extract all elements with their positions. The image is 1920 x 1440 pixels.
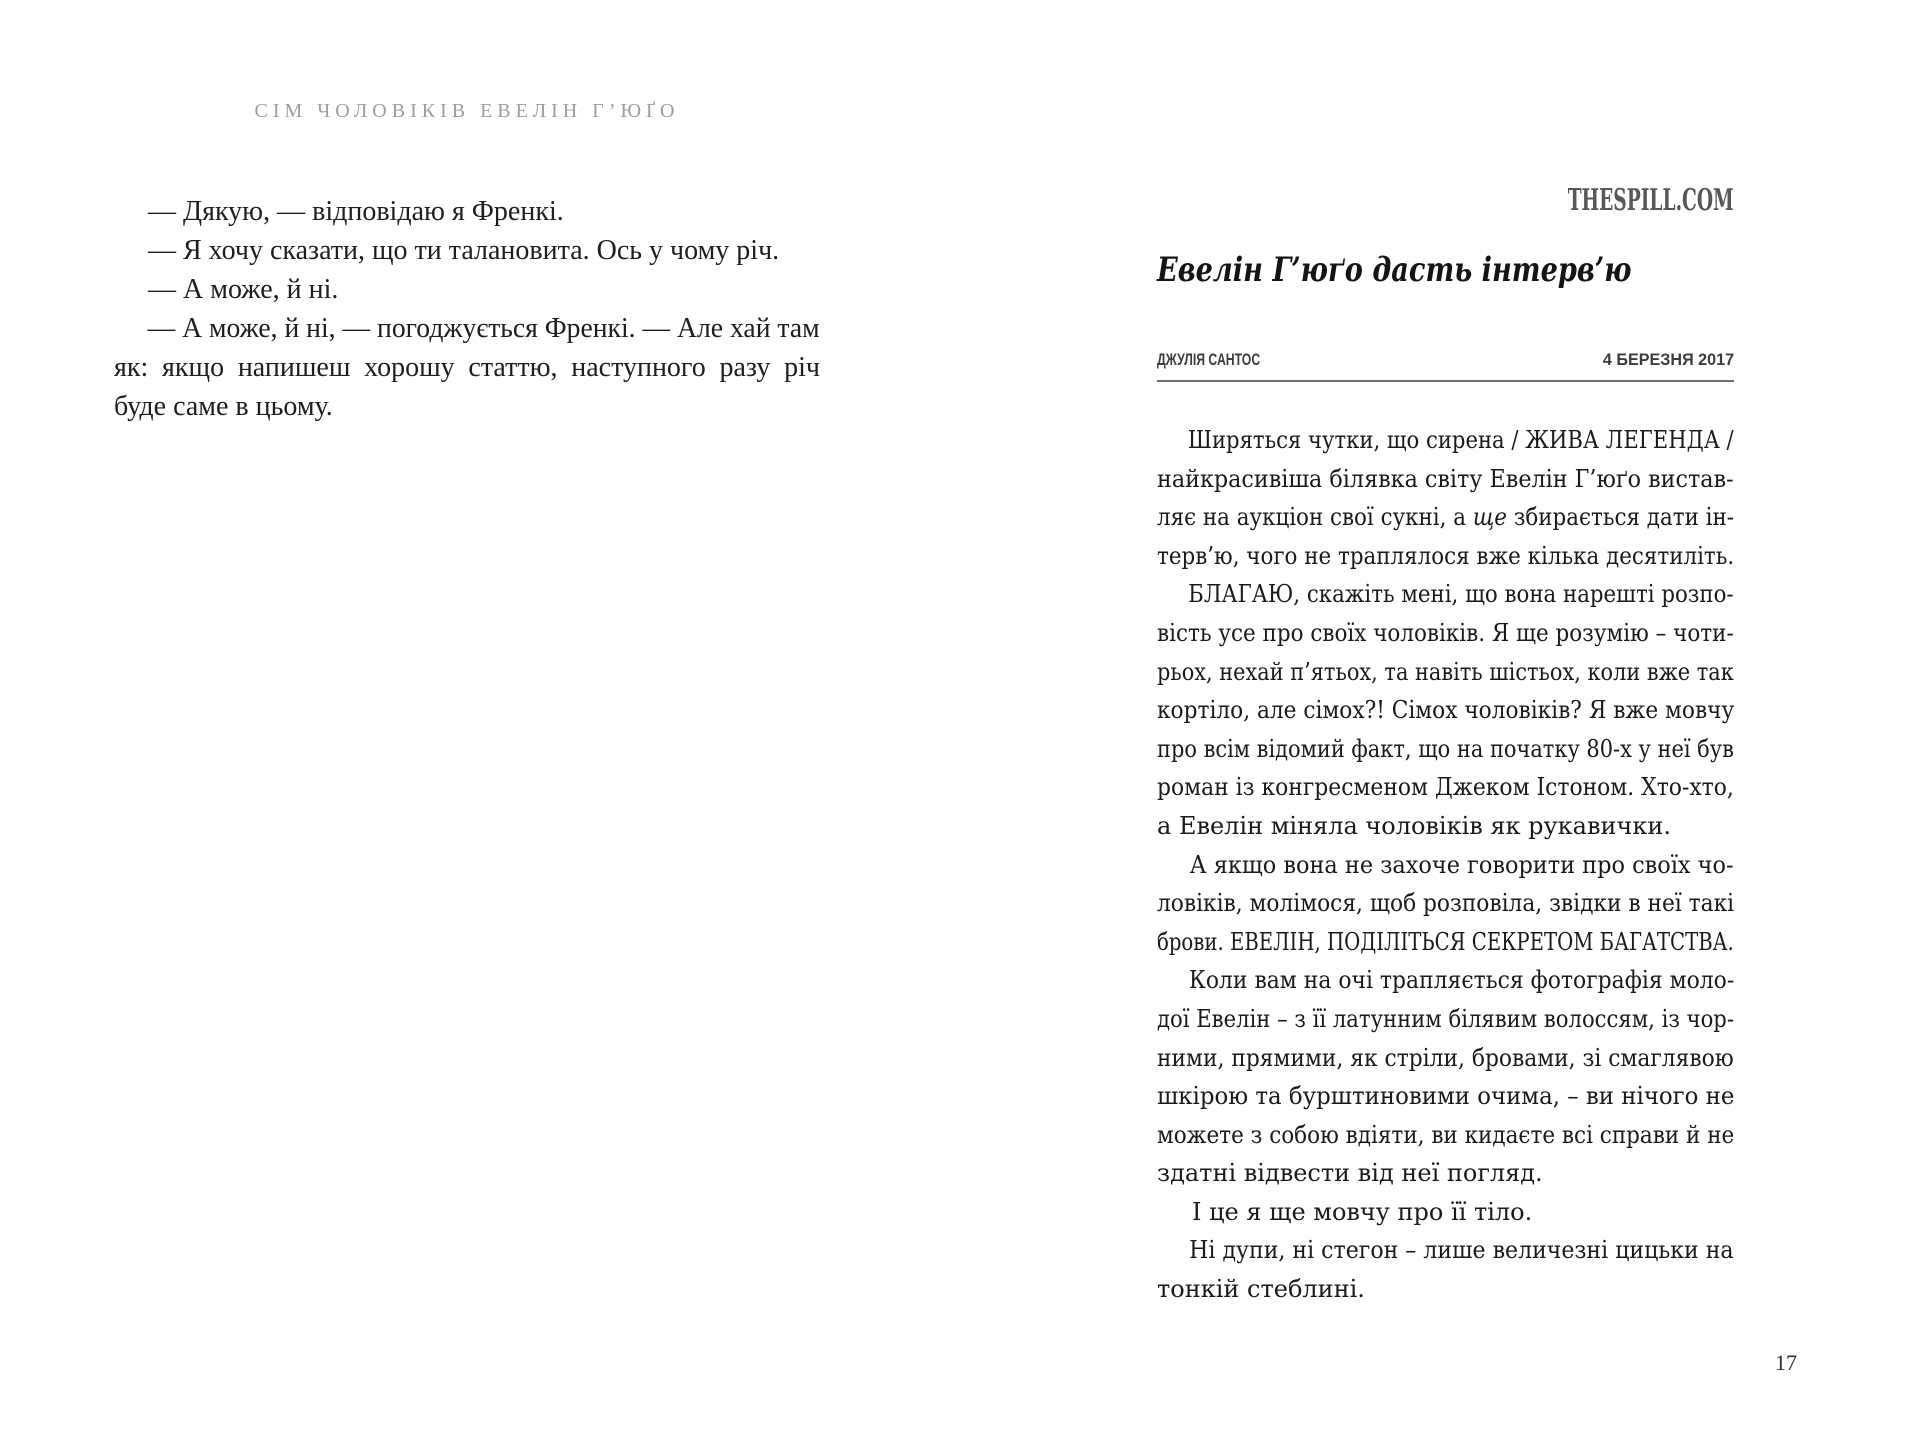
- article-body: [1157, 421, 1734, 1309]
- body-line: Ні дупи, ні стегон – лише величезні цицьки на: [1189, 1236, 1734, 1265]
- masthead: [1157, 183, 1734, 218]
- body-line: ловіків, молімося, щоб розповіла, звідки в неї такі: [1157, 889, 1735, 918]
- dialogue-line: — А може, й ні, — погоджується Френкі. — Але хай там: [147, 313, 820, 344]
- page-number: 17: [1775, 1350, 1797, 1375]
- body-line: кортіло, але сімох?! Сімох чоловіків? Я вже мовчу: [1157, 696, 1735, 725]
- running-header: СІМ ЧОЛОВІКІВ ЕВЕЛІН Г’ЮҐО: [254, 100, 680, 122]
- body-line: [1157, 498, 1734, 537]
- body-line: можете з собою вдіяти, ви кидаєте всі справи й не: [1157, 1120, 1735, 1149]
- body-line: І це я ще мовчу про її тіло.: [1192, 1197, 1533, 1226]
- dialogue-line: — А може, й ні.: [148, 274, 339, 305]
- body-line: Коли вам на очі трапляється фотографія моло-: [1188, 966, 1735, 995]
- author-name: ДЖУЛІЯ САНТОС: [1157, 350, 1261, 369]
- body-line: здатні відвести від неї погляд.: [1157, 1159, 1543, 1188]
- body-line-part: збирається дати ін-: [1506, 503, 1734, 532]
- body-line: А якщо вона не захоче говорити про своїх чо-: [1189, 850, 1734, 879]
- left-page-text: [114, 192, 820, 426]
- dialogue-line: — Я хочу сказати, що ти талановита. Ось у чому річ.: [148, 235, 780, 266]
- body-line: найкрасивіша білявка світу Евелін Г’юґо вистав-: [1157, 464, 1734, 493]
- dialogue-line: як: якщо напишеш хорошу статтю, наступного разу річ: [114, 352, 820, 383]
- body-line: БЛАГАЮ, скажіть мені, що вона нарешті розпо-: [1188, 580, 1734, 609]
- body-line: ними, прямими, як стріли, бровами, зі смаглявою: [1157, 1043, 1734, 1072]
- dialogue-line: буде саме в цьому.: [114, 391, 333, 422]
- body-line: рьох, нехай п’ятьох, та навіть шістьох, коли вже так: [1157, 657, 1734, 686]
- article-headline: Евелін Г’юґо дасть інтерв’ю: [1157, 250, 1632, 290]
- body-line: брови. ЕВЕЛІН, ПОДІЛІТЬСЯ СЕКРЕТОМ БАГАТСТВА.: [1157, 927, 1734, 956]
- body-line: шкірою та бурштиновими очима, – ви нічого не: [1157, 1082, 1735, 1111]
- dialogue-line: — Дякую, — відповідаю я Френкі.: [148, 196, 564, 227]
- body-line: терв’ю, чого не траплялося вже кілька десятиліть.: [1157, 541, 1735, 570]
- body-line: Ширяться чутки, що сирена / ЖИВА ЛЕГЕНДА /: [1187, 426, 1734, 454]
- body-line: а Евелін міняла чоловіків як рукавички.: [1157, 811, 1671, 840]
- body-line: роман із конгресменом Джеком Істоном. Хто-хто,: [1157, 773, 1734, 802]
- body-line-part: ляє на аукціон свої сукні, а: [1157, 503, 1473, 532]
- byline-row: [1157, 350, 1734, 382]
- body-line: вість усе про своїх чоловіків. Я ще розумію – чоти-: [1157, 618, 1734, 647]
- article-date: 4 БЕРЕЗНЯ 2017: [1602, 350, 1734, 369]
- masthead-text: THESPILL.COM: [1568, 183, 1734, 218]
- body-line: дої Евелін – з її латунним білявим волоссям, із чор-: [1157, 1004, 1734, 1033]
- body-line: тонкій стеблині.: [1157, 1275, 1365, 1304]
- body-line: про всім відомий факт, що на початку 80-х у неї був: [1157, 734, 1734, 763]
- emphasized-word: ще: [1472, 503, 1507, 532]
